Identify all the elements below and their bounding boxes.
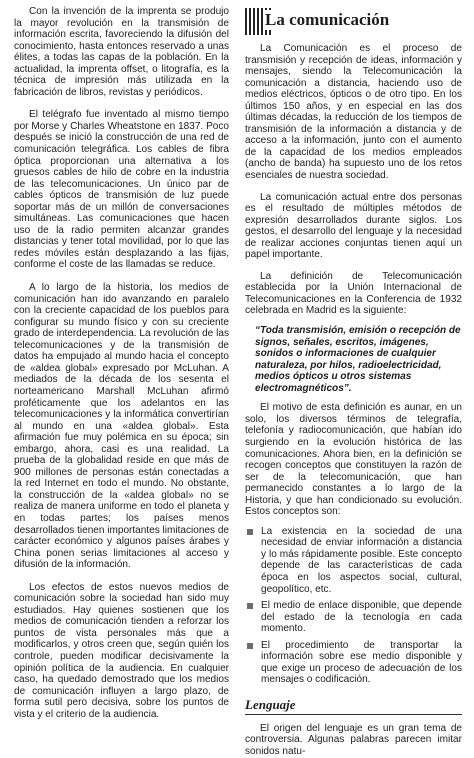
concepts-list — [245, 526, 462, 686]
paragraph-motivo-definicion: El motivo de esta definición es aunar, en un solo, los diversos términos de telegrafía, telefonía y radiocomunicación, que habían ido surgiendo en la evolución histórica de las comunicaciones. Ahora bien, en la definición se recogen conceptos que constituyen la razón de ser de la telecomunicación, que han permanecido constantes a lo largo de la Historia, y que han condicionado su evolución. Estos conceptos son: — [245, 402, 462, 518]
paragraph-aldea-global: A lo largo de la historia, los medios de comunicación han ido avanzando en paralelo con la creciente capacidad de los pueblos para configurar su mundo físico y con su creciente grado de interdependencia. La revolución de las telecomunicaciones y de la transmisión de datos ha empujado al mundo hacia el concepto de «aldea global» expresado por McLuhan. A mediados de la década de los sesenta el norteamericano Marshall McLuhan afirmó proféticamente que los adelantos en las telecomunicaciones y la informática convertirían al mundo en una «aldea global». Esta afirmación fue muy polémica en su época; sin embargo, ahora, casi es una realidad. La prueba de la globalidad reside en que más de 900 millones de personas están conectadas a la red Internet en todo el mundo. No obstante, la construcción de la «aldea global» no se realiza de manera uniforme en todo el planeta y en todas partes; los países menos desarrollados tienen importantes limitaciones de carácter económico y algunos países árabes y China ponen serias limitaciones al acceso y difusión de la información. — [14, 282, 230, 571]
list-item — [245, 526, 462, 595]
left-column — [14, 6, 229, 720]
paragraph-definicion-comunicacion: La Comunicación es el proceso de transmisión y recepción de ideas, información y mensajes, siendo la Telecomunicación la comunicación a distancia, haciendo uso de medios eléctricos, ópticos o de otro tipo. En los últimos 150 años, y en especial en las dos últimas décadas, la reducción de los tiempos de transmisión de la información a distancia y de acceso a la información, junto con el aumento de la capacidad de los medios empleados (ancho de banda) ha supuesto uno de los retos esenciales de nuestra sociedad. — [245, 43, 462, 182]
paragraph-efectos-medios: Los efectos de estos nuevos medios de comunicación sobre la sociedad han sido muy estudiados. Hay quienes sostienen que los medios de comunicación tienden a reforzar los puntos de vista personales más que a modificarlos, y otros creen que, según quién los controle, pueden modificar decisivamente la opinión política de la audiencia. En cualquier caso, ha quedado demostrado que los medios de comunicación influyen a largo plazo, de forma sutil pero decisiva, sobre los puntos de vista y el criterio de la audiencia. — [14, 581, 229, 720]
definition-quote: “Toda transmisión, emisión o recepción de signos, señales, escritos, imágenes, sonidos o informaciones de cualquier naturaleza, por hilos, radioelectricidad, medios ópticos u otros sistemas electromagnéticos”. — [255, 325, 461, 394]
list-item-text: El procedimiento de transportar la información sobre ese medio disponible y que exige un proceso de adecuación de los mensajes o codificación. — [261, 639, 462, 686]
subheading-lenguaje: Lenguaje — [245, 696, 462, 715]
paragraph-comunicacion-actual: La comunicación actual entre dos personas es el resultado de múltiples métodos de expresión desarrollados durante siglos. Los gestos, el desarrollo del lenguaje y la necesidad de realizar acciones conjuntas tienen aquí un papel importante. — [245, 191, 462, 261]
square-bullet-icon — [247, 603, 253, 609]
list-item — [245, 640, 462, 686]
section-heading — [245, 8, 462, 35]
paragraph-telegrafo: El telégrafo fue inventado al mismo tiempo por Morse y Charles Wheatstone en 1837. Poco después se inició la construcción de una red de comunicación telegráfica. Los cables de fibra óptica proporcionan una alternativa a los gruesos cables de hilo de cobre en la industria de las telecomunicaciones. Un único par de cables ópticos de transmisión de luz puede soportar más de un millón de conversaciones simultáneas. Las comunicaciones que hacen uso de la radio permiten alcanzar grandes distancias y tener total movilidad, por lo que las redes móviles están desplazando a las fijas, conforme el coste de las llamadas se reduce. — [14, 109, 229, 271]
paragraph-imprenta: Con la invención de la imprenta se produjo la mayor revolución en la transmisión de información escrita, favoreciendo la difusión del conocimiento, hasta entonces reservado a unas élites, a todas las capas de la población. En la actualidad, la imprenta offset, o litografía, es la técnica de impresión más utilizada en la fabricación de libros, revistas y periódicos. — [14, 6, 229, 98]
paragraph-definicion-uit: La definición de Telecomunicación establecida por la Unión Internacional de Telecomunicaciones en la Conferencia de 1932 celebrada en Madrid es la siguiente: — [245, 270, 462, 317]
right-column — [245, 6, 462, 758]
square-bullet-icon — [247, 643, 253, 649]
list-item-text: El medio de enlace disponible, que depende del estado de la tecnología en cada momento. — [261, 600, 462, 635]
section-title: La comunicación — [263, 10, 392, 30]
list-item — [245, 600, 462, 635]
list-item-text: La existencia en la sociedad de una necesidad de enviar información a distancia y lo más rápidamente posible. Este concepto depende de las características de cada época en los aspectos social, cultural, geopolítico, etc. — [261, 525, 462, 595]
square-bullet-icon — [247, 529, 253, 535]
paragraph-lenguaje: El origen del lenguaje es un gran tema de controversia. Algunas palabras parecen imitar sonidos natu- — [245, 722, 462, 757]
